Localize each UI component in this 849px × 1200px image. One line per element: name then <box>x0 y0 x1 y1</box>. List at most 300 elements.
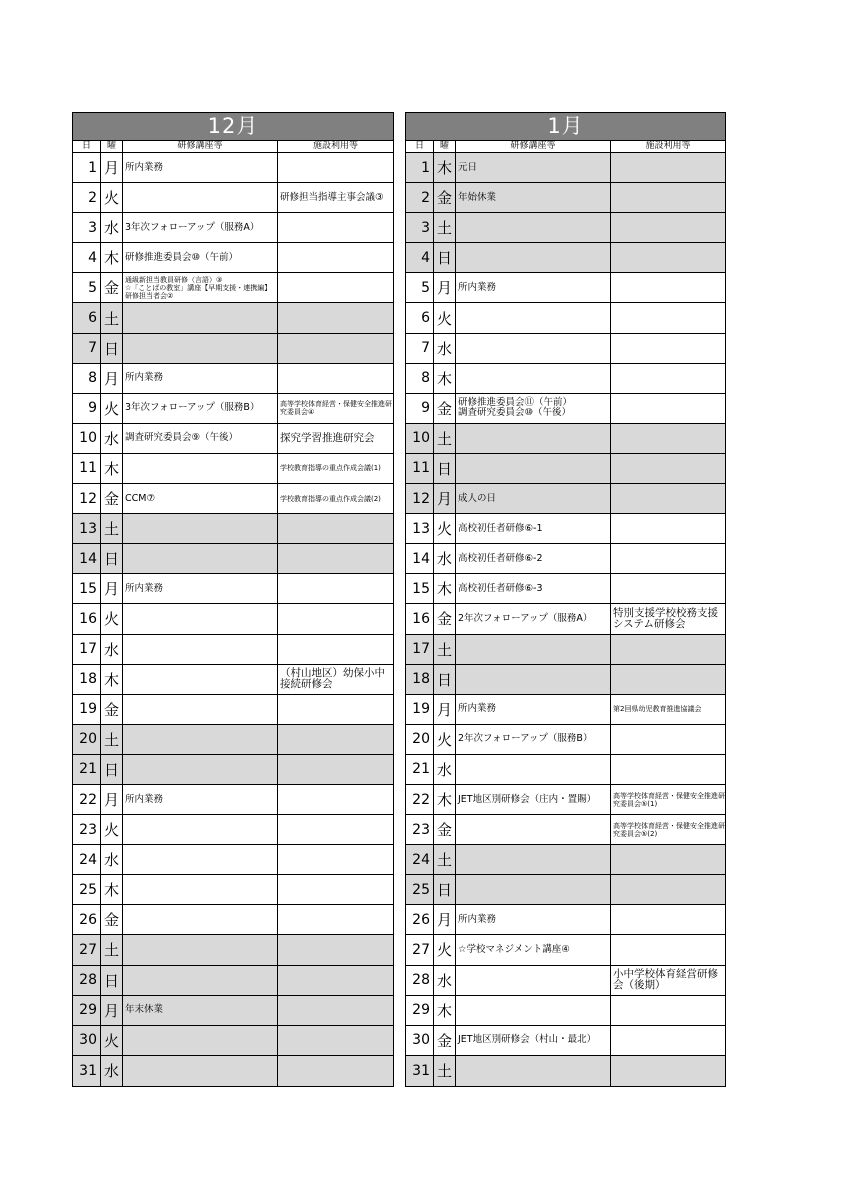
weekday-cell: 水 <box>101 845 123 874</box>
day-number: 26 <box>406 905 434 934</box>
table-row <box>406 454 725 484</box>
table-row <box>73 303 393 333</box>
table-row <box>406 1026 725 1056</box>
weekday-cell: 月 <box>101 574 123 603</box>
training-cell <box>456 875 611 904</box>
facility-cell: 特別支援学校校務支援システム研修会 <box>613 606 718 630</box>
training-cell: 所内業務 <box>123 364 278 393</box>
weekday-cell: 火 <box>434 303 456 332</box>
training-cell <box>456 364 611 393</box>
table-row <box>406 574 725 604</box>
day-number: 19 <box>73 695 101 724</box>
weekday-cell: 月 <box>101 153 123 182</box>
day-number: 8 <box>406 364 434 393</box>
training-cell <box>123 695 278 724</box>
table-row <box>406 635 725 665</box>
day-number: 31 <box>73 1056 101 1086</box>
day-number: 29 <box>73 996 101 1025</box>
day-number: 14 <box>406 544 434 573</box>
day-number: 13 <box>406 514 434 543</box>
table-row <box>73 785 393 815</box>
facility-cell <box>611 544 725 573</box>
day-number: 3 <box>73 213 101 242</box>
facility-cell: 高等学校体育経営・保健安全推進研究委員会⑤(1) <box>613 791 725 808</box>
training-cell <box>123 303 278 332</box>
table-row <box>73 364 393 394</box>
facility-cell <box>611 243 725 272</box>
table-row <box>406 966 725 996</box>
training-cell <box>123 815 278 844</box>
day-number: 25 <box>73 875 101 904</box>
facility-cell <box>278 785 393 814</box>
table-row <box>73 695 393 725</box>
training-cell <box>123 183 278 212</box>
day-number: 23 <box>406 815 434 844</box>
table-row <box>406 273 725 303</box>
month-title: 12月 <box>73 113 393 141</box>
table-row <box>406 243 725 273</box>
training-cell: 成人の日 <box>456 484 611 513</box>
facility-cell <box>278 845 393 874</box>
table-row <box>73 514 393 544</box>
day-number: 22 <box>73 785 101 814</box>
training-cell: 研修推進委員会⑪（午前） 調査研究委員会⑩（午後） <box>456 394 611 423</box>
day-number: 30 <box>73 1026 101 1055</box>
table-row <box>73 845 393 875</box>
training-cell: 年始休業 <box>456 183 611 212</box>
training-cell <box>123 454 278 483</box>
day-number: 24 <box>406 845 434 874</box>
table-row <box>406 875 725 905</box>
weekday-cell: 木 <box>434 574 456 603</box>
calendar-january <box>405 112 726 1087</box>
facility-cell <box>278 514 393 543</box>
table-row <box>406 364 725 394</box>
day-number: 18 <box>406 665 434 694</box>
facility-cell <box>278 725 393 754</box>
table-row <box>406 845 725 875</box>
day-number: 10 <box>73 424 101 453</box>
day-number: 17 <box>73 635 101 664</box>
table-row <box>73 273 393 303</box>
facility-cell <box>278 935 393 964</box>
weekday-cell: 土 <box>434 635 456 664</box>
facility-cell <box>611 1026 725 1055</box>
training-cell <box>123 604 278 633</box>
table-row <box>406 815 725 845</box>
day-number: 3 <box>406 213 434 242</box>
day-number: 11 <box>406 454 434 483</box>
day-number: 19 <box>406 695 434 724</box>
table-row <box>406 544 725 574</box>
day-number: 4 <box>406 243 434 272</box>
header-training: 研修講座等 <box>456 141 611 152</box>
weekday-cell: 日 <box>434 665 456 694</box>
month-title: 1月 <box>406 113 725 141</box>
weekday-cell: 金 <box>101 695 123 724</box>
weekday-cell: 日 <box>434 454 456 483</box>
facility-cell <box>611 1056 725 1086</box>
facility-cell <box>278 755 393 784</box>
day-number: 21 <box>73 755 101 784</box>
weekday-cell: 水 <box>101 424 123 453</box>
table-row <box>73 1056 393 1086</box>
weekday-cell: 日 <box>434 875 456 904</box>
training-cell: 所内業務 <box>456 273 611 302</box>
weekday-cell: 水 <box>434 544 456 573</box>
facility-cell <box>611 574 725 603</box>
day-number: 30 <box>406 1026 434 1055</box>
day-number: 12 <box>73 484 101 513</box>
facility-cell <box>611 303 725 332</box>
day-number: 11 <box>73 454 101 483</box>
weekday-cell: 金 <box>101 484 123 513</box>
weekday-cell: 月 <box>101 996 123 1025</box>
weekday-cell: 日 <box>101 966 123 995</box>
training-cell <box>123 966 278 995</box>
training-cell <box>123 334 278 363</box>
day-number: 1 <box>73 153 101 182</box>
weekday-cell: 水 <box>434 334 456 363</box>
weekday-cell: 金 <box>434 183 456 212</box>
weekday-cell: 日 <box>434 243 456 272</box>
training-cell: CCM⑦ <box>123 484 278 513</box>
day-number: 25 <box>406 875 434 904</box>
facility-cell <box>611 454 725 483</box>
table-row <box>406 514 725 544</box>
training-cell: 調査研究委員会⑨（午後） <box>123 424 278 453</box>
day-number: 7 <box>73 334 101 363</box>
training-cell: 通級新担当教員研修（言語）③ ☆「ことばの教室」講座【早期支援・連携編】 研修担当者会② <box>123 273 278 302</box>
training-cell <box>456 454 611 483</box>
table-row <box>406 183 725 213</box>
weekday-cell: 金 <box>434 1026 456 1055</box>
weekday-cell: 月 <box>101 364 123 393</box>
training-cell <box>456 996 611 1025</box>
weekday-cell: 木 <box>101 243 123 272</box>
header-day: 日 <box>73 141 101 152</box>
facility-cell <box>611 725 725 754</box>
day-number: 26 <box>73 905 101 934</box>
header-weekday: 曜 <box>101 141 123 152</box>
header-training: 研修講座等 <box>123 141 278 152</box>
facility-cell: 探究学習推進研究会 <box>280 431 375 444</box>
facility-cell: 第2回県幼児教育推進協議会 <box>613 705 702 714</box>
training-cell <box>456 243 611 272</box>
table-row <box>73 394 393 424</box>
table-row <box>406 334 725 364</box>
training-cell: JET地区別研修会（村山・最北） <box>456 1026 611 1055</box>
table-row <box>406 695 725 725</box>
weekday-cell: 木 <box>434 785 456 814</box>
facility-cell <box>611 334 725 363</box>
training-cell: 所内業務 <box>456 905 611 934</box>
weekday-cell: 日 <box>101 755 123 784</box>
facility-cell <box>278 695 393 724</box>
day-number: 18 <box>73 665 101 694</box>
facility-cell: 学校教育指導の重点作成会議(1) <box>280 464 381 473</box>
training-cell <box>456 755 611 784</box>
weekday-cell: 土 <box>434 424 456 453</box>
weekday-cell: 土 <box>101 303 123 332</box>
facility-cell <box>278 213 393 242</box>
table-row <box>406 785 725 815</box>
facility-cell <box>278 1026 393 1055</box>
facility-cell <box>611 514 725 543</box>
table-row <box>73 424 393 454</box>
training-cell <box>123 665 278 694</box>
weekday-cell: 月 <box>434 905 456 934</box>
facility-cell <box>278 635 393 664</box>
facility-cell <box>611 905 725 934</box>
training-cell <box>123 845 278 874</box>
weekday-cell: 土 <box>434 1056 456 1086</box>
training-cell <box>456 424 611 453</box>
training-cell <box>123 905 278 934</box>
training-cell <box>123 875 278 904</box>
weekday-cell: 水 <box>101 1056 123 1086</box>
weekday-cell: 月 <box>434 484 456 513</box>
weekday-cell: 土 <box>434 213 456 242</box>
facility-cell <box>611 755 725 784</box>
weekday-cell: 土 <box>434 845 456 874</box>
table-row <box>73 153 393 183</box>
table-row <box>73 635 393 665</box>
training-cell <box>123 725 278 754</box>
day-number: 5 <box>73 273 101 302</box>
facility-cell: 高等学校体育経営・保健安全推進研究委員会⑤(2) <box>613 821 725 838</box>
training-cell: JET地区別研修会（庄内・置賜） <box>456 785 611 814</box>
table-row <box>73 334 393 364</box>
weekday-cell: 木 <box>434 996 456 1025</box>
day-number: 24 <box>73 845 101 874</box>
training-cell <box>123 514 278 543</box>
table-row <box>73 604 393 634</box>
day-number: 31 <box>406 1056 434 1086</box>
weekday-cell: 水 <box>101 213 123 242</box>
column-header <box>406 141 725 153</box>
table-row <box>406 725 725 755</box>
table-row <box>73 213 393 243</box>
weekday-cell: 金 <box>434 394 456 423</box>
table-row <box>73 996 393 1026</box>
day-number: 23 <box>73 815 101 844</box>
column-header <box>73 141 393 153</box>
weekday-cell: 金 <box>434 815 456 844</box>
table-row <box>73 755 393 785</box>
day-number: 29 <box>406 996 434 1025</box>
weekday-cell: 月 <box>434 273 456 302</box>
training-cell <box>456 334 611 363</box>
table-row <box>73 454 393 484</box>
table-row <box>73 243 393 273</box>
facility-cell <box>278 905 393 934</box>
facility-cell: 研修担当指導主事会議③ <box>280 191 384 203</box>
weekday-cell: 木 <box>101 875 123 904</box>
weekday-cell: 木 <box>101 665 123 694</box>
day-rows <box>73 153 393 1086</box>
day-number: 8 <box>73 364 101 393</box>
table-row <box>406 996 725 1026</box>
facility-cell <box>278 604 393 633</box>
day-number: 2 <box>73 183 101 212</box>
weekday-cell: 火 <box>101 604 123 633</box>
facility-cell <box>611 875 725 904</box>
facility-cell <box>278 334 393 363</box>
facility-cell <box>278 273 393 302</box>
day-number: 15 <box>73 574 101 603</box>
table-row <box>406 604 725 634</box>
day-number: 28 <box>406 966 434 995</box>
table-row <box>406 905 725 935</box>
weekday-cell: 火 <box>101 1026 123 1055</box>
day-number: 16 <box>406 604 434 633</box>
weekday-cell: 火 <box>434 725 456 754</box>
table-row <box>73 875 393 905</box>
facility-cell <box>611 273 725 302</box>
training-cell <box>456 1056 611 1086</box>
weekday-cell: 土 <box>101 935 123 964</box>
weekday-cell: 水 <box>434 966 456 995</box>
facility-cell <box>611 213 725 242</box>
calendar-december <box>72 112 394 1087</box>
header-facility: 施設利用等 <box>312 141 358 151</box>
day-number: 9 <box>406 394 434 423</box>
facility-cell <box>278 544 393 573</box>
weekday-cell: 木 <box>434 364 456 393</box>
table-row <box>406 935 725 965</box>
facility-cell <box>611 424 725 453</box>
table-row <box>73 1026 393 1056</box>
table-row <box>73 966 393 996</box>
day-number: 4 <box>73 243 101 272</box>
day-number: 28 <box>73 966 101 995</box>
table-row <box>73 815 393 845</box>
training-cell <box>456 815 611 844</box>
day-number: 15 <box>406 574 434 603</box>
training-cell: 所内業務 <box>123 785 278 814</box>
day-rows <box>406 153 725 1086</box>
weekday-cell: 水 <box>434 755 456 784</box>
table-row <box>73 905 393 935</box>
training-cell: 3年次フォローアップ（服務B） <box>123 394 278 423</box>
table-row <box>406 665 725 695</box>
training-cell: 高校初任者研修⑥-3 <box>456 574 611 603</box>
table-row <box>406 424 725 454</box>
weekday-cell: 木 <box>434 153 456 182</box>
training-cell: 高校初任者研修⑥-2 <box>456 544 611 573</box>
table-row <box>406 755 725 785</box>
training-cell: 2年次フォローアップ（服務B） <box>456 725 611 754</box>
day-number: 1 <box>406 153 434 182</box>
weekday-cell: 火 <box>434 935 456 964</box>
table-row <box>406 484 725 514</box>
day-number: 5 <box>406 273 434 302</box>
facility-cell <box>611 935 725 964</box>
day-number: 21 <box>406 755 434 784</box>
weekday-cell: 木 <box>101 454 123 483</box>
day-number: 6 <box>73 303 101 332</box>
facility-cell <box>611 665 725 694</box>
facility-cell <box>278 364 393 393</box>
day-number: 10 <box>406 424 434 453</box>
table-row <box>73 725 393 755</box>
table-row <box>73 665 393 695</box>
facility-cell <box>278 243 393 272</box>
table-row <box>406 153 725 183</box>
weekday-cell: 土 <box>101 514 123 543</box>
facility-cell: 学校教育指導の重点作成会議(2) <box>280 494 381 503</box>
weekday-cell: 火 <box>101 183 123 212</box>
training-cell <box>123 635 278 664</box>
training-cell <box>123 544 278 573</box>
training-cell <box>456 213 611 242</box>
day-number: 17 <box>406 635 434 664</box>
facility-cell <box>611 484 725 513</box>
table-row <box>73 935 393 965</box>
day-number: 16 <box>73 604 101 633</box>
training-cell: 2年次フォローアップ（服務A） <box>456 604 611 633</box>
day-number: 27 <box>406 935 434 964</box>
day-number: 12 <box>406 484 434 513</box>
facility-cell <box>611 845 725 874</box>
facility-cell <box>611 364 725 393</box>
day-number: 20 <box>406 725 434 754</box>
day-number: 22 <box>406 785 434 814</box>
weekday-cell: 土 <box>101 725 123 754</box>
training-cell <box>456 966 611 995</box>
day-number: 27 <box>73 935 101 964</box>
weekday-cell: 火 <box>434 514 456 543</box>
header-weekday: 曜 <box>434 141 456 152</box>
facility-cell <box>278 574 393 603</box>
training-cell <box>456 635 611 664</box>
training-cell <box>456 845 611 874</box>
training-cell: 所内業務 <box>456 695 611 724</box>
training-cell: 元日 <box>456 153 611 182</box>
day-number: 13 <box>73 514 101 543</box>
facility-cell <box>278 996 393 1025</box>
weekday-cell: 火 <box>101 815 123 844</box>
weekday-cell: 金 <box>101 273 123 302</box>
facility-cell <box>611 153 725 182</box>
training-cell: 所内業務 <box>123 153 278 182</box>
facility-cell <box>278 815 393 844</box>
day-number: 7 <box>406 334 434 363</box>
weekday-cell: 金 <box>101 905 123 934</box>
training-cell: ☆学校マネジメント講座④ <box>456 935 611 964</box>
training-cell: 年末休業 <box>123 996 278 1025</box>
training-cell <box>456 665 611 694</box>
weekday-cell: 月 <box>434 695 456 724</box>
training-cell <box>123 1026 278 1055</box>
weekday-cell: 水 <box>101 635 123 664</box>
training-cell <box>123 1056 278 1086</box>
header-facility: 施設利用等 <box>645 141 691 151</box>
table-row <box>406 394 725 424</box>
day-number: 14 <box>73 544 101 573</box>
training-cell <box>456 303 611 332</box>
facility-cell <box>611 394 725 423</box>
table-row <box>73 574 393 604</box>
table-row <box>73 484 393 514</box>
weekday-cell: 金 <box>434 604 456 633</box>
training-cell <box>123 755 278 784</box>
weekday-cell: 日 <box>101 334 123 363</box>
facility-cell <box>611 183 725 212</box>
training-cell <box>123 935 278 964</box>
facility-cell <box>611 635 725 664</box>
